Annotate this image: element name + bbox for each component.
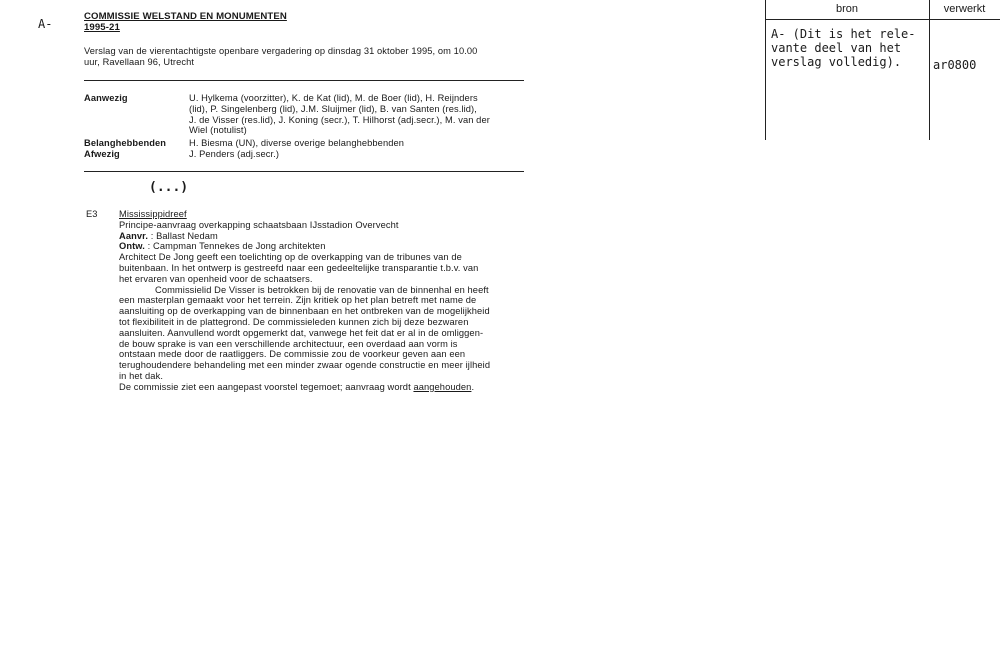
margin-mark: A- [38, 17, 53, 31]
present-line: (lid), P. Singelenberg (lid), J.M. Sluijmer (lid), B. van Santen (res.lid), [189, 103, 477, 114]
body-line: terughoudendere behandeling met een minder zwaar ogende constructie en meer ijlheid [119, 360, 491, 371]
report-intro [84, 46, 477, 68]
stakeholders-label: Belanghebbenden [84, 138, 167, 148]
divider-bottom [84, 171, 524, 172]
table-header-rule [765, 19, 1000, 20]
body-line: ontstaan mede door de raatliggers. De commissie zou de voorkeur geven aan een [119, 349, 466, 360]
absent-value: J. Penders (adj.secr.) [189, 149, 280, 159]
meeting-number: 1995-21 [84, 22, 120, 33]
item-street: Mississippidreef [119, 209, 187, 219]
body-line: tot flexibiliteit in de plattegrond. De commissieleden kunnen zich bij deze bezwaren [119, 316, 469, 327]
table-left-border [765, 0, 766, 140]
source-note-line: A- (Dit is het rele- [771, 27, 916, 41]
body-line: aansluiten. Aanvullend wordt opgemerkt dat, vanwege het feit dat er al in de omliggen- [119, 327, 484, 338]
body-line: Commissielid De Visser is betrokken bij de renovatie van de binnenhal en heeft [155, 284, 489, 295]
source-note [771, 27, 916, 69]
source-note-line: verslag volledig). [771, 55, 902, 69]
conclusion-end: . [471, 381, 475, 392]
table-column-divider [929, 0, 930, 140]
applicant-label: Aanvr. [119, 230, 149, 241]
body-line: de bouw sprake is van een verschillende architectuur, een overdaad aan vorm is [119, 338, 458, 349]
processed-code: ar0800 [933, 58, 977, 72]
report-line: Verslag van de vierentachtigste openbare vergadering op dinsdag 31 oktober 1995, om 10.00 [84, 46, 478, 56]
present-list [189, 93, 490, 136]
ellipsis-omitted: (...) [149, 180, 189, 195]
source-note-line: vante deel van het [771, 41, 902, 55]
divider-top [84, 80, 524, 81]
designer-label: Ontw. [119, 241, 145, 252]
column-header-source: bron [835, 3, 859, 15]
body-line: buitenbaan. In het ontwerp is gestreefd naar een gedeeltelijke transparantie t.b.v. van [119, 262, 479, 273]
designer-value: : Campman Tennekes de Jong architekten [147, 241, 326, 252]
decision-text: aangehouden [413, 381, 472, 392]
body-line: aansluiting op de overkapping van de binnenbaan en het ontbreken van de mogelijkheid [119, 306, 490, 317]
body-line: in het dak. [119, 370, 163, 381]
item-block [119, 209, 529, 393]
column-header-processed: verwerkt [943, 3, 986, 15]
present-label: Aanwezig [84, 93, 128, 103]
absent-label: Afwezig [84, 149, 120, 159]
report-line: uur, Ravellaan 96, Utrecht [84, 56, 195, 67]
item-code: E3 [86, 209, 98, 219]
conclusion-text: De commissie ziet een aangepast voorstel tegemoet; aanvraag wordt [119, 381, 414, 392]
body-line: Architect De Jong geeft een toelichting op de overkapping van de tribunes van de [119, 252, 462, 263]
present-line: U. Hylkema (voorzitter), K. de Kat (lid), M. de Boer (lid), H. Reijnders [189, 93, 478, 103]
body-line: het ervaren van openheid voor de schaatsers. [119, 273, 313, 284]
stakeholders-value: H. Biesma (UN), diverse overige belanghebbenden [189, 138, 405, 148]
org-title: COMMISSIE WELSTAND EN MONUMENTEN [84, 11, 287, 22]
present-line: J. de Visser (res.lid), J. Koning (secr.), T. Hilhorst (adj.secr.), M. van der [189, 114, 490, 125]
present-line: Wiel (notulist) [189, 125, 247, 136]
body-line: een masterplan gemaakt voor het terrein. Zijn kritiek op het plan betreft met name de [119, 295, 477, 306]
item-subject: Principe-aanvraag overkapping schaatsbaan IJsstadion Overvecht [119, 219, 399, 230]
applicant-value: : Ballast Nedam [150, 230, 218, 241]
